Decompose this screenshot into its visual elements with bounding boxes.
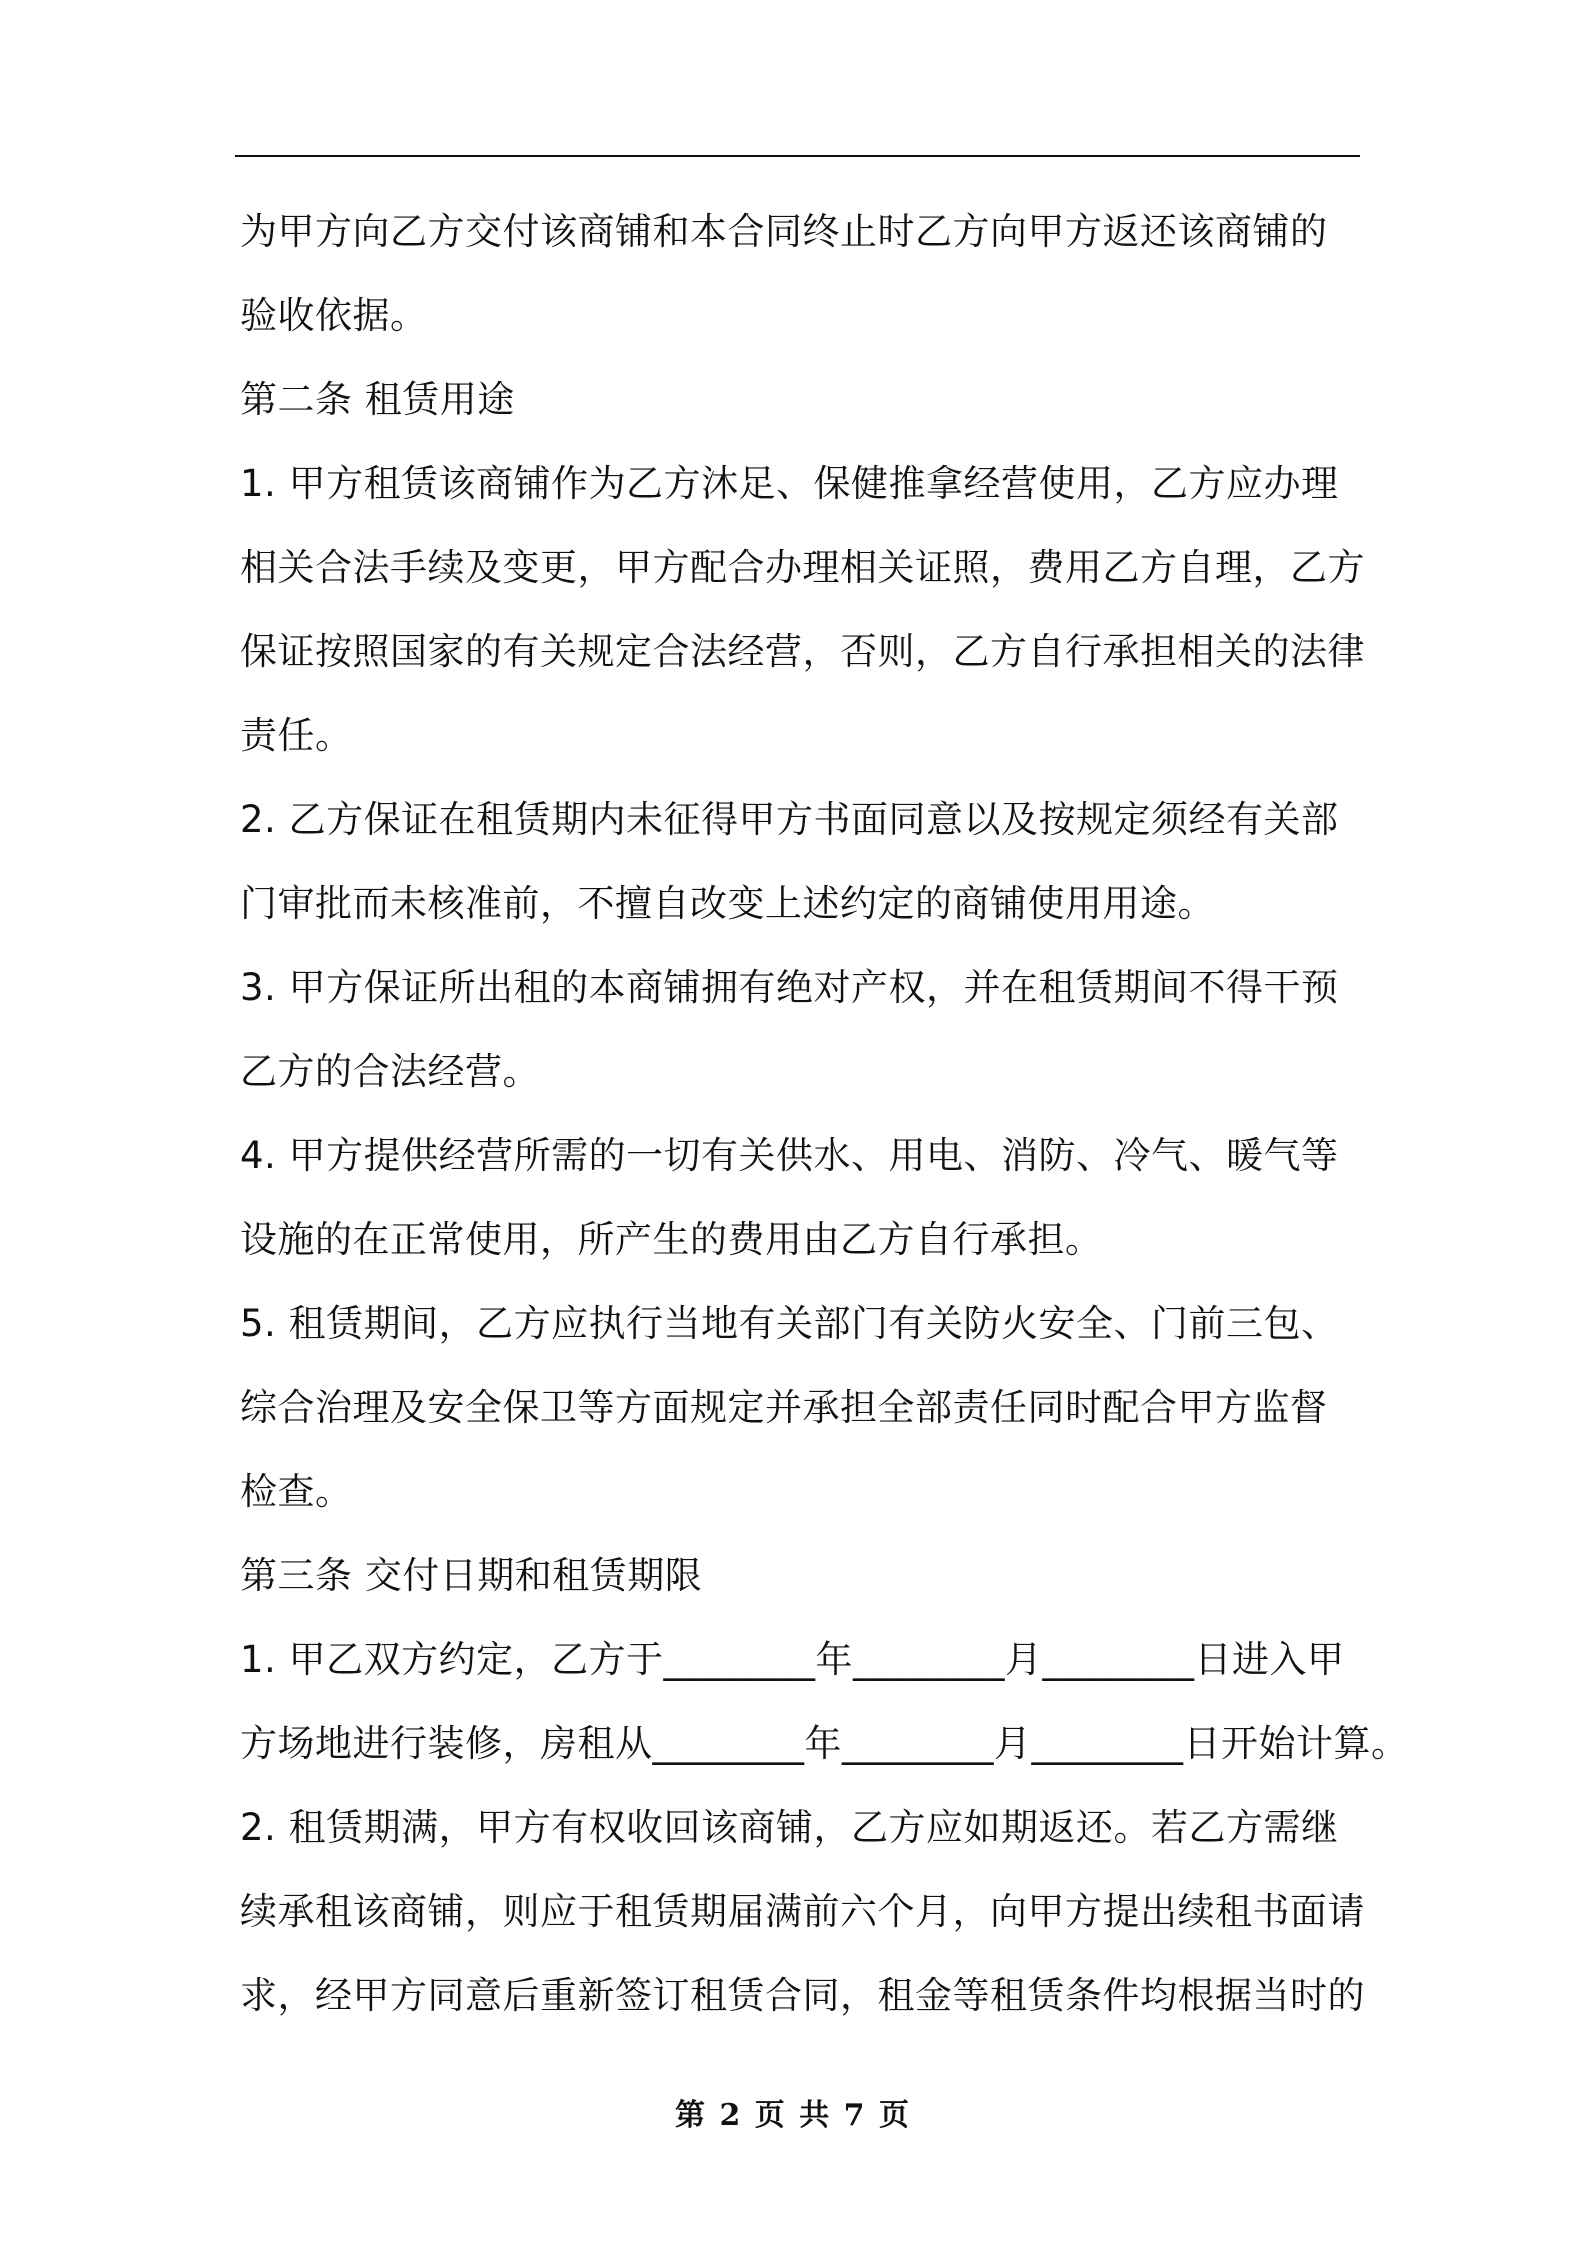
- text-line: 2. 乙方保证在租赁期内未征得甲方书面同意以及按规定须经有关部: [240, 798, 1339, 841]
- text-line: 综合治理及安全保卫等方面规定并承担全部责任同时配合甲方监督: [240, 1386, 1328, 1429]
- document-body: [240, 190, 1409, 2038]
- text-line: 方场地进行装修，房租从________年________月________日开始计算。: [240, 1722, 1409, 1765]
- text-line: 设施的在正常使用，所产生的费用由乙方自行承担。: [240, 1218, 1103, 1261]
- article-heading: 第三条 交付日期和租赁期限: [240, 1554, 703, 1597]
- text-line: 乙方的合法经营。: [240, 1050, 540, 1093]
- text-line: 4. 甲方提供经营所需的一切有关供水、用电、消防、冷气、暖气等: [240, 1134, 1339, 1177]
- page-number-footer: 第 2 页 共 7 页: [675, 2098, 911, 2133]
- text-line: 1. 甲乙双方约定，乙方于________年________月________日进入甲: [240, 1638, 1345, 1681]
- text-line: 2. 租赁期满，甲方有权收回该商铺，乙方应如期返还。若乙方需继: [240, 1806, 1339, 1849]
- text-line: 保证按照国家的有关规定合法经营，否则，乙方自行承担相关的法律: [240, 630, 1365, 673]
- text-line: 1. 甲方租赁该商铺作为乙方沐足、保健推拿经营使用，乙方应办理: [240, 462, 1339, 505]
- header-divider: [235, 155, 1360, 157]
- text-line: 3. 甲方保证所出租的本商铺拥有绝对产权，并在租赁期间不得干预: [240, 966, 1339, 1009]
- text-line: 为甲方向乙方交付该商铺和本合同终止时乙方向甲方返还该商铺的: [240, 210, 1328, 253]
- text-line: 相关合法手续及变更，甲方配合办理相关证照，费用乙方自理，乙方: [240, 546, 1365, 589]
- text-line: 门审批而未核准前，不擅自改变上述约定的商铺使用用途。: [240, 882, 1215, 925]
- text-line: 责任。: [240, 714, 353, 757]
- article-heading: 第二条 租赁用途: [240, 378, 515, 421]
- text-line: 验收依据。: [240, 294, 428, 337]
- text-line: 求，经甲方同意后重新签订租赁合同，租金等租赁条件均根据当时的: [240, 1974, 1365, 2017]
- text-line: 5. 租赁期间，乙方应执行当地有关部门有关防火安全、门前三包、: [240, 1302, 1339, 1345]
- text-line: 续承租该商铺，则应于租赁期届满前六个月，向甲方提出续租书面请: [240, 1890, 1365, 1933]
- text-line: 检查。: [240, 1470, 353, 1513]
